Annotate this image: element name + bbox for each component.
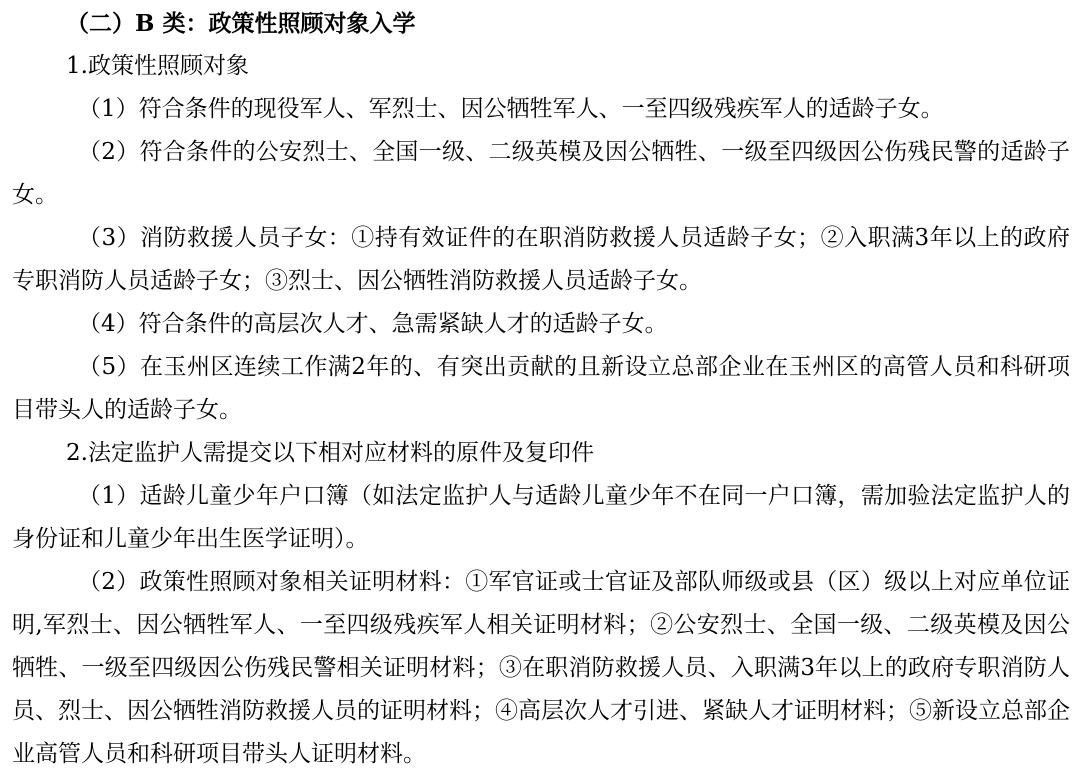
part1-item-5: （5）在玉州区连续工作满2年的、有突出贡献的且新设立总部企业在玉州区的高管人员和科研项目带头人的适龄子女。 (12, 354, 1070, 423)
part2-item-1: （1）适龄儿童少年户口簿（如法定监护人与适龄儿童少年不在同一户口簿，需加验法定监护人的身份证和儿童少年出生医学证明）。 (12, 483, 1070, 552)
part1-title: 1.政策性照顾对象 (66, 53, 249, 79)
part1-item-1: （1）符合条件的现役军人、军烈士、因公牺牲军人、一至四级残疾军人的适龄子女。 (78, 96, 944, 122)
section-title: （二）B 类：政策性照顾对象入学 (66, 10, 416, 37)
part1-item-3: （3）消防救援人员子女：①持有效证件的在职消防救援人员适龄子女；②入职满3年以上的政府专职消防人员适龄子女；③烈士、因公牺牲消防救援人员适龄子女。 (12, 225, 1070, 294)
part1-item-2: （2）符合条件的公安烈士、全国一级、二级英模及因公牺牲、一级至四级因公伤残民警的适龄子女。 (12, 139, 1070, 208)
part1-item-4: （4）符合条件的高层次人才、急需紧缺人才的适龄子女。 (78, 311, 668, 337)
part2-item-2: （2）政策性照顾对象相关证明材料：①军官证或士官证及部队师级或县（区）级以上对应单位证明,军烈士、因公牺牲军人、一至四级残疾军人相关证明材料；②公安烈士、全国一级、二级英模及因公牺牲、一级至四级因公伤残民警相关证明材料；③在职消防救援人员、入职满3年以上的政府专职消防人员、烈士、因公牺牲消防救援人员的证明材料；④高层次人才引进、紧缺人才证明材料；⑤新设立总部企业高管人员和科研项目带头人证明材料。 (12, 569, 1070, 767)
part2-title: 2.法定监护人需提交以下相对应材料的原件及复印件 (66, 440, 594, 466)
